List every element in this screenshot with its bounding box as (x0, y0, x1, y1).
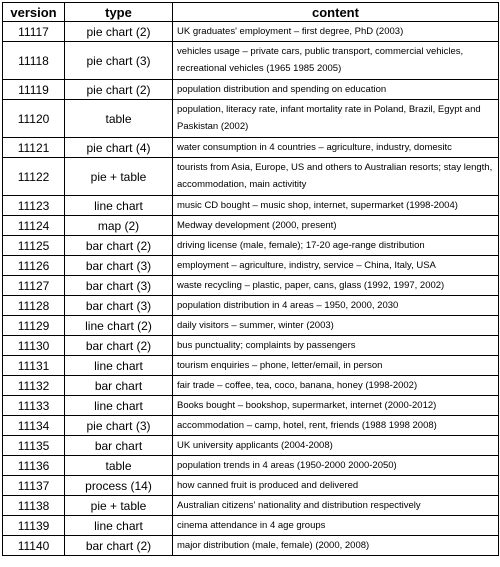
table-row (3, 42, 499, 80)
content-cell: population distribution in 4 areas – 1950, 2000, 2030 (173, 296, 499, 316)
content-cell: fair trade – coffee, tea, coco, banana, honey (1998-2002) (173, 376, 499, 396)
version-cell: 11133 (3, 396, 65, 416)
content-cell: UK graduates' employment – first degree, PhD (2003) (173, 22, 499, 42)
type-cell: pie + table (65, 496, 173, 516)
version-cell: 11140 (3, 536, 65, 556)
content-cell: daily visitors – summer, winter (2003) (173, 316, 499, 336)
version-cell: 11132 (3, 376, 65, 396)
content-cell: waste recycling – plastic, paper, cans, glass (1992, 1997, 2002) (173, 276, 499, 296)
table-row (3, 416, 499, 436)
version-cell: 11138 (3, 496, 65, 516)
version-cell: 11134 (3, 416, 65, 436)
version-cell: 11128 (3, 296, 65, 316)
ielts-task-table (2, 2, 499, 556)
type-cell: table (65, 456, 173, 476)
type-cell: pie chart (3) (65, 42, 173, 80)
content-cell: Australian citizens' nationality and distribution respectively (173, 496, 499, 516)
version-cell: 11129 (3, 316, 65, 336)
version-cell: 11126 (3, 256, 65, 276)
type-cell: pie chart (4) (65, 138, 173, 158)
table-row (3, 80, 499, 100)
type-cell: bar chart (2) (65, 336, 173, 356)
type-cell: table (65, 100, 173, 138)
header-row (3, 3, 499, 22)
type-cell: bar chart (3) (65, 276, 173, 296)
version-cell: 11135 (3, 436, 65, 456)
type-cell: pie chart (2) (65, 80, 173, 100)
type-cell: pie chart (2) (65, 22, 173, 42)
table-row (3, 296, 499, 316)
content-cell: how canned fruit is produced and delivered (173, 476, 499, 496)
version-cell: 11122 (3, 158, 65, 196)
type-cell: bar chart (3) (65, 256, 173, 276)
table-row (3, 536, 499, 556)
content-cell: population trends in 4 areas (1950-2000 2000-2050) (173, 456, 499, 476)
version-cell: 11118 (3, 42, 65, 80)
table-row (3, 196, 499, 216)
content-cell: tourists from Asia, Europe, US and others to Australian resorts; stay length, accommodation, main activitity (173, 158, 499, 196)
table-row (3, 376, 499, 396)
version-cell: 11131 (3, 356, 65, 376)
content-cell: driving license (male, female); 17-20 age-range distribution (173, 236, 499, 256)
table-row (3, 316, 499, 336)
header-version: version (3, 3, 65, 22)
version-cell: 11125 (3, 236, 65, 256)
table-row (3, 356, 499, 376)
version-cell: 11127 (3, 276, 65, 296)
content-cell: population distribution and spending on education (173, 80, 499, 100)
table-row (3, 236, 499, 256)
header-content: content (173, 3, 499, 22)
table-row (3, 138, 499, 158)
type-cell: bar chart (2) (65, 536, 173, 556)
table-row (3, 276, 499, 296)
version-cell: 11124 (3, 216, 65, 236)
content-cell: water consumption in 4 countries – agriculture, industry, domesitc (173, 138, 499, 158)
version-cell: 11119 (3, 80, 65, 100)
type-cell: line chart (65, 196, 173, 216)
content-cell: employment – agriculture, indistry, service – China, Italy, USA (173, 256, 499, 276)
version-cell: 11137 (3, 476, 65, 496)
version-cell: 11120 (3, 100, 65, 138)
type-cell: line chart (2) (65, 316, 173, 336)
version-cell: 11117 (3, 22, 65, 42)
table-row (3, 256, 499, 276)
table-row (3, 216, 499, 236)
content-cell: music CD bought – music shop, internet, supermarket (1998-2004) (173, 196, 499, 216)
content-cell: bus punctuality; complaints by passengers (173, 336, 499, 356)
content-cell: cinema attendance in 4 age groups (173, 516, 499, 536)
table-row (3, 496, 499, 516)
type-cell: process (14) (65, 476, 173, 496)
table-row (3, 456, 499, 476)
version-cell: 11130 (3, 336, 65, 356)
table-row (3, 158, 499, 196)
type-cell: line chart (65, 396, 173, 416)
type-cell: bar chart (65, 436, 173, 456)
table-row (3, 516, 499, 536)
content-cell: tourism enquiries – phone, letter/email, in person (173, 356, 499, 376)
content-cell: accommodation – camp, hotel, rent, friends (1988 1998 2008) (173, 416, 499, 436)
table-row (3, 436, 499, 456)
content-cell: population, literacy rate, infant mortality rate in Poland, Brazil, Egypt and Paskistan (2002) (173, 100, 499, 138)
type-cell: map (2) (65, 216, 173, 236)
table-row (3, 22, 499, 42)
table-row (3, 476, 499, 496)
version-cell: 11139 (3, 516, 65, 536)
type-cell: pie chart (3) (65, 416, 173, 436)
content-cell: UK university applicants (2004-2008) (173, 436, 499, 456)
table-row (3, 100, 499, 138)
version-cell: 11121 (3, 138, 65, 158)
content-cell: major distribution (male, female) (2000, 2008) (173, 536, 499, 556)
table-row (3, 336, 499, 356)
type-cell: pie + table (65, 158, 173, 196)
type-cell: bar chart (3) (65, 296, 173, 316)
type-cell: line chart (65, 356, 173, 376)
type-cell: bar chart (65, 376, 173, 396)
version-cell: 11123 (3, 196, 65, 216)
content-cell: Medway development (2000, present) (173, 216, 499, 236)
content-cell: Books bought – bookshop, supermarket, internet (2000-2012) (173, 396, 499, 416)
type-cell: bar chart (2) (65, 236, 173, 256)
content-cell: vehicles usage – private cars, public transport, commercial vehicles, recreational vehicles (1965 1985 2005) (173, 42, 499, 80)
table-row (3, 396, 499, 416)
header-type: type (65, 3, 173, 22)
version-cell: 11136 (3, 456, 65, 476)
type-cell: line chart (65, 516, 173, 536)
